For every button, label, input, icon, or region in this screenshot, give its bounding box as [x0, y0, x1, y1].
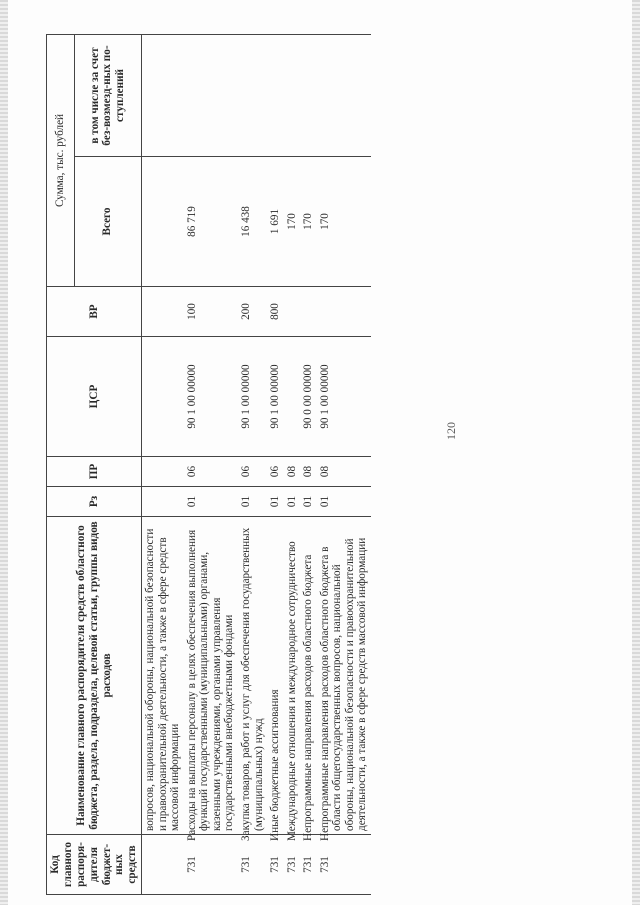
table-body	[142, 34, 371, 894]
cell-incl	[184, 34, 238, 156]
cell-vr	[300, 287, 317, 337]
cell-total: 16 438	[238, 157, 267, 287]
cell-name: Непрограммные направления расходов областного бюджета	[300, 517, 317, 835]
cell-vr: 800	[267, 287, 284, 337]
table-row	[238, 34, 267, 894]
table-header	[47, 34, 142, 894]
cell-pr: 06	[184, 457, 238, 487]
cell-vr: 100	[184, 287, 238, 337]
cell-total: 170	[284, 157, 301, 287]
cell-pr: 08	[317, 457, 371, 487]
cell-rz: 01	[284, 487, 301, 517]
cell-total: 1 691	[267, 157, 284, 287]
cell-incl	[142, 34, 184, 156]
page-number: 120	[444, 422, 458, 440]
cell-vr	[284, 287, 301, 337]
cell-name: Расходы на выплаты персоналу в целях обеспечения выполнения функций государственными (муниципальными) органами, казенными учреждениями, органами управления государственными внебюджетными фондами	[184, 517, 238, 835]
cell-total	[142, 157, 184, 287]
header-pr: ПР	[47, 457, 142, 487]
cell-vr	[317, 287, 371, 337]
cell-code	[142, 835, 184, 895]
cell-name: вопросов, национальной обороны, национальной безопасности и правоохранительной деятельности, а также в сфере средств массовой информации	[142, 517, 184, 835]
table-row	[300, 34, 317, 894]
cell-pr: 08	[284, 457, 301, 487]
scan-edge-right	[632, 0, 640, 905]
cell-total: 170	[317, 157, 371, 287]
cell-pr: 08	[300, 457, 317, 487]
cell-code: 731	[317, 835, 371, 895]
cell-pr	[142, 457, 184, 487]
cell-code: 731	[238, 835, 267, 895]
table-row	[142, 34, 184, 894]
cell-csr: 90 1 00 00000	[267, 337, 284, 457]
cell-code: 731	[284, 835, 301, 895]
budget-table	[46, 34, 371, 895]
cell-rz	[142, 487, 184, 517]
table-row	[267, 34, 284, 894]
cell-vr: 200	[238, 287, 267, 337]
cell-name: Закупка товаров, работ и услуг для обеспечения государственных (муниципальных) нужд	[238, 517, 267, 835]
cell-code: 731	[184, 835, 238, 895]
header-name: Наименование главного распорядителя средств областного бюджета, раздела, подраздела, целевой статьи, группы видов расходов	[47, 517, 142, 835]
rotated-content	[42, 15, 602, 895]
header-rz: Рз	[47, 487, 142, 517]
cell-incl	[284, 34, 301, 156]
header-code: Код главного распоря-дителя бюджет-ных средств	[47, 835, 142, 895]
header-vr: ВР	[47, 287, 142, 337]
cell-name: Непрограммные направления расходов областного бюджета в области общегосударственных вопросов, национальной обороны, национальной безопасности и правоохранительной деятельности, а также в сфере средств массовой информации	[317, 517, 371, 835]
cell-rz: 01	[238, 487, 267, 517]
cell-csr: 90 0 00 00000	[300, 337, 317, 457]
cell-rz: 01	[184, 487, 238, 517]
cell-incl	[317, 34, 371, 156]
cell-rz: 01	[300, 487, 317, 517]
table-row	[317, 34, 371, 894]
cell-csr	[284, 337, 301, 457]
cell-incl	[267, 34, 284, 156]
cell-csr	[142, 337, 184, 457]
cell-incl	[300, 34, 317, 156]
table-row	[184, 34, 238, 894]
cell-vr	[142, 287, 184, 337]
cell-name: Международные отношения и международное сотрудничество	[284, 517, 301, 835]
cell-pr: 06	[267, 457, 284, 487]
header-incl: в том числе за счет без-возмезд-ных по-ступлений	[74, 34, 141, 156]
cell-rz: 01	[317, 487, 371, 517]
table-row	[284, 34, 301, 894]
header-total: Всего	[74, 157, 141, 287]
cell-csr: 90 1 00 00000	[238, 337, 267, 457]
header-csr: ЦСР	[47, 337, 142, 457]
cell-rz: 01	[267, 487, 284, 517]
cell-code: 731	[267, 835, 284, 895]
cell-code: 731	[300, 835, 317, 895]
cell-csr: 90 1 00 00000	[317, 337, 371, 457]
cell-total: 170	[300, 157, 317, 287]
scan-edge-left	[0, 0, 8, 905]
cell-pr: 06	[238, 457, 267, 487]
cell-total: 86 719	[184, 157, 238, 287]
cell-csr: 90 1 00 00000	[184, 337, 238, 457]
cell-name: Иные бюджетные ассигнования	[267, 517, 284, 835]
header-sum-group: Сумма, тыс. рублей	[47, 34, 75, 286]
cell-incl	[238, 34, 267, 156]
